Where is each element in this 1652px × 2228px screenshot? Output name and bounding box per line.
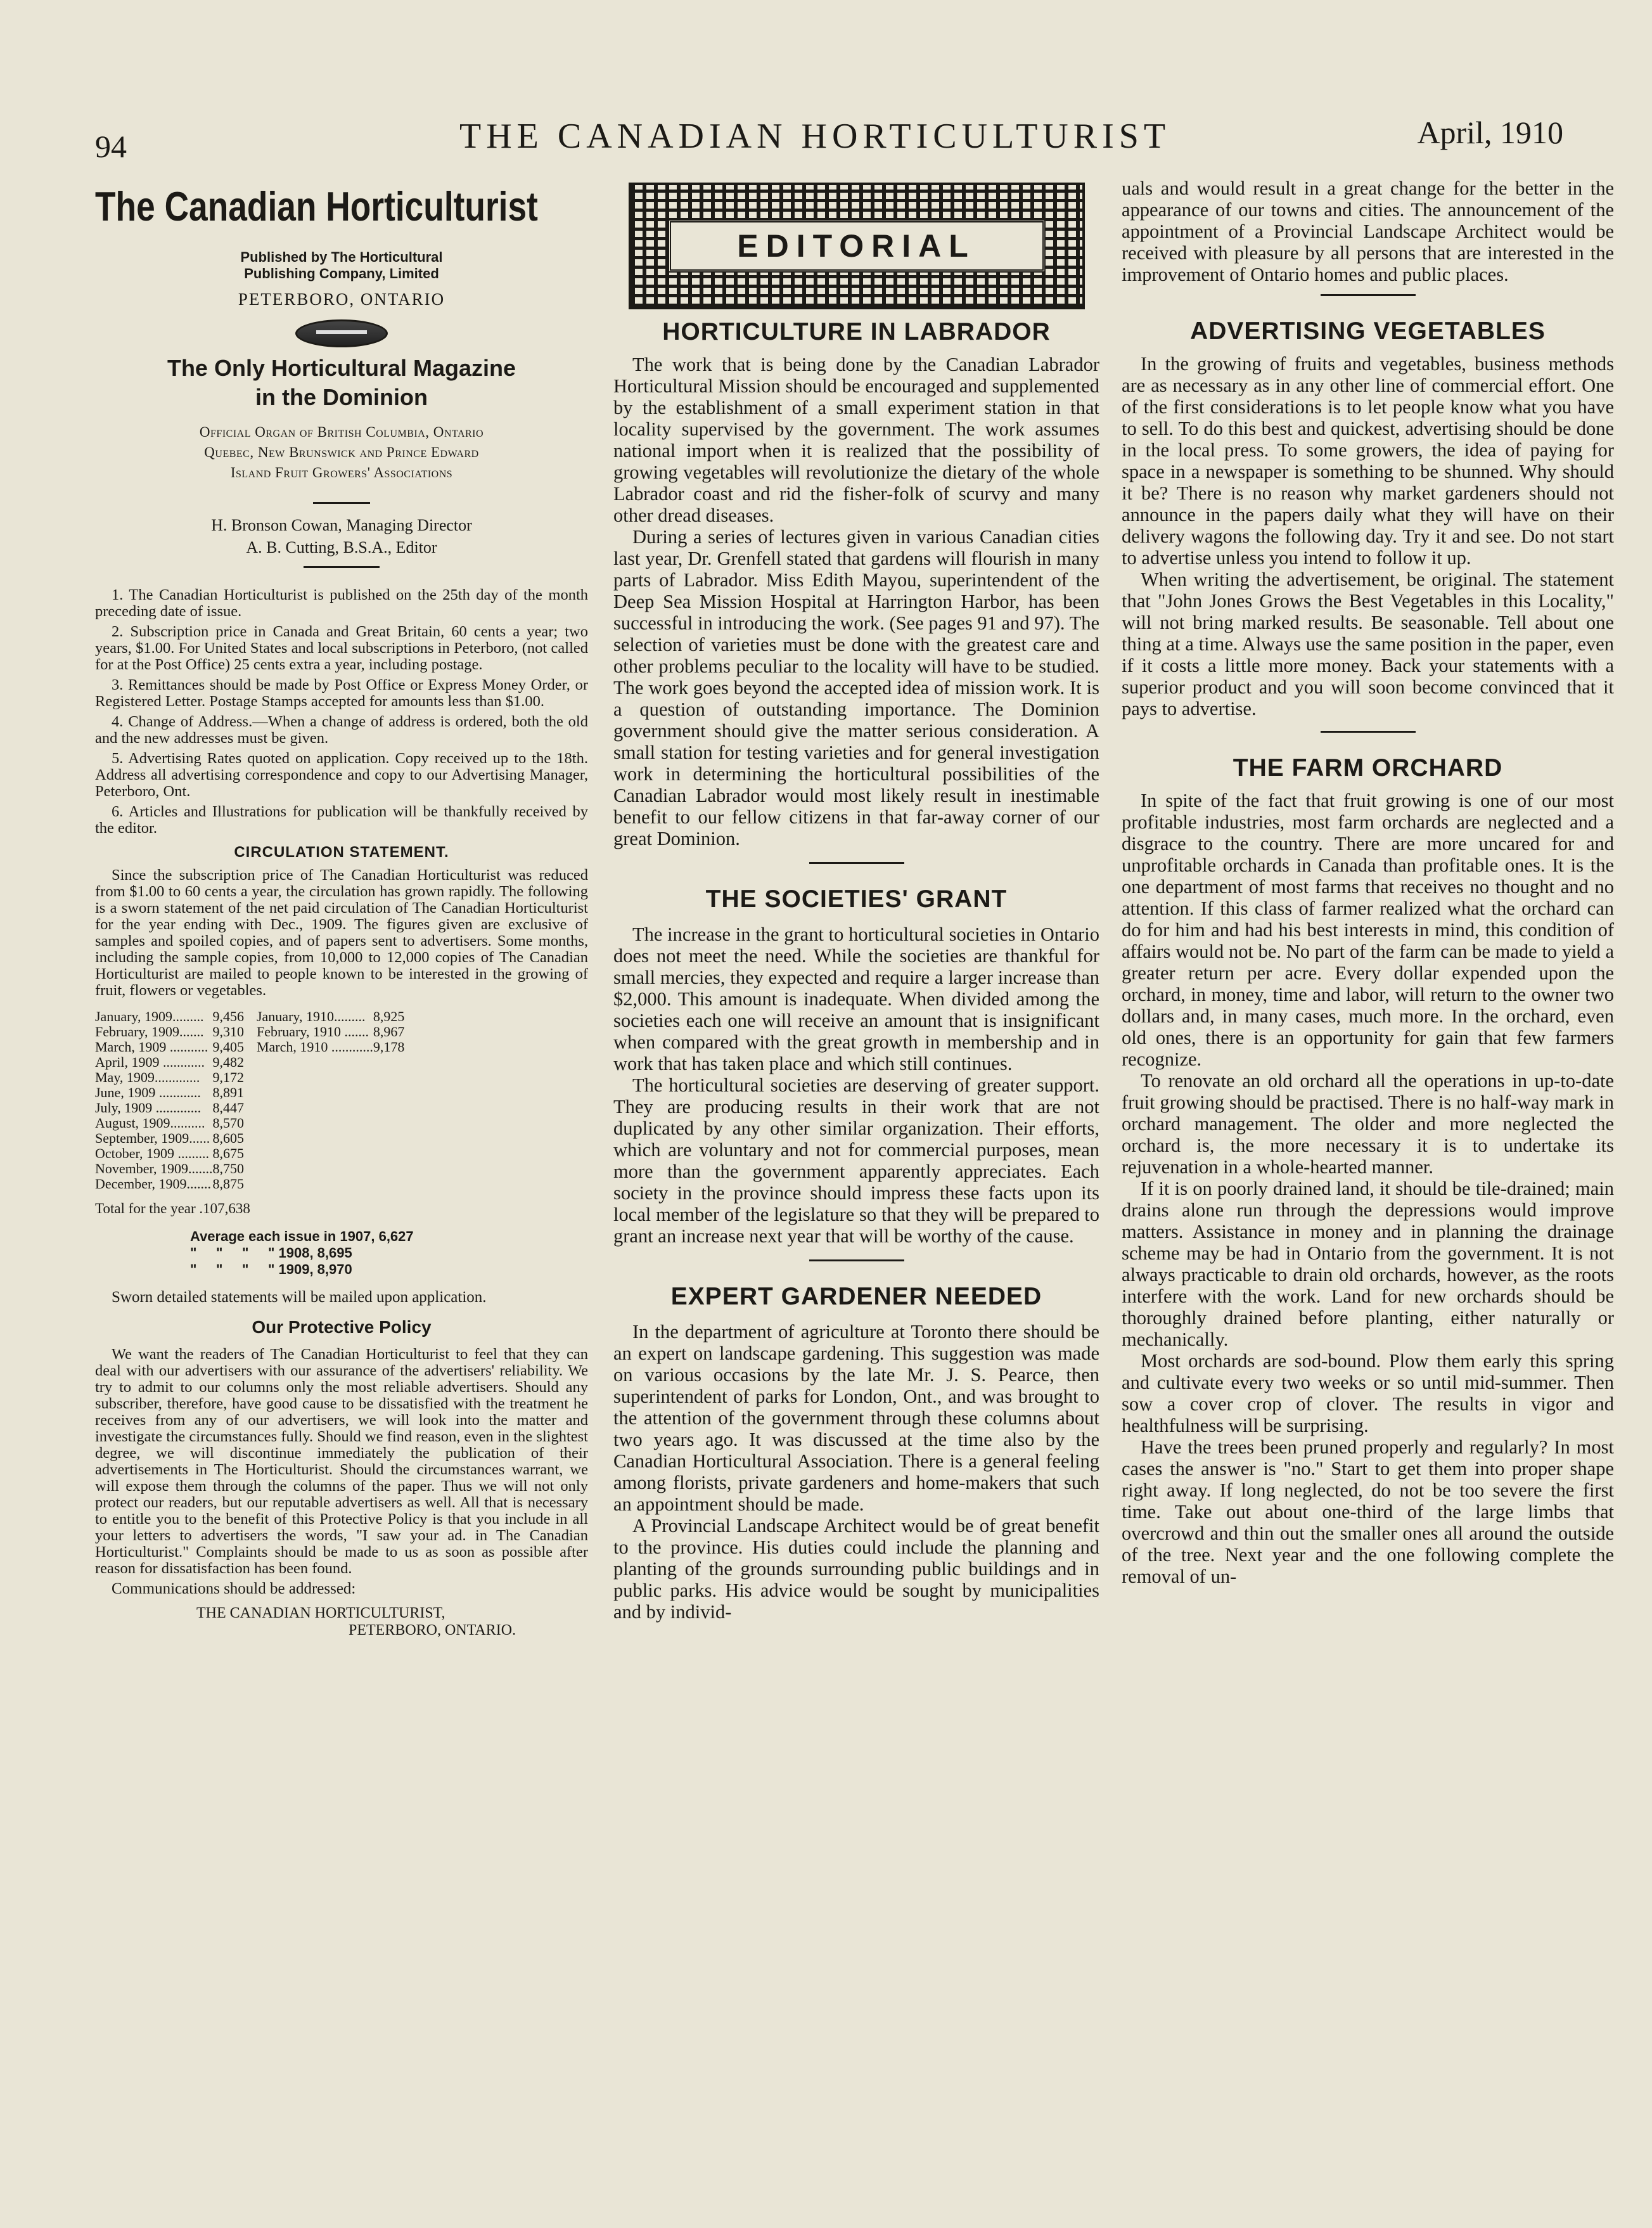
count-cell: 8,675 bbox=[212, 1145, 244, 1161]
gardener-paragraph: A Provincial Landscape Architect would be of great benefit to the province. His duties could include the planning and planting of the grounds surrounding public buildings and in public parks. His advice would be sought by municipalities and by individ- bbox=[613, 1515, 1099, 1623]
editorial-banner-label bbox=[668, 219, 1046, 273]
circulation-text: Since the subscription price of The Canadian Horticulturist was reduced from $1.00 to 60 cents a year, the circulation has grown rapidly. The following is a sworn statement of the net paid circulation of The Canadian Horticulturist for the year ending with Dec., 1909. The figures given are exclusive of samples and spoiled copies, and of papers sent to advertisers. Some months, including the sample copies, from 10,000 to 12,000 copies of The Canadian Horticulturist are mailed to people known to be interested in the growing of fruit, flowers or vegetables. bbox=[95, 866, 588, 999]
month-cell: October, 1909 ......... bbox=[95, 1145, 209, 1161]
gardener-article bbox=[613, 1321, 1099, 1623]
month-cell: July, 1909 ............. bbox=[95, 1100, 202, 1116]
labrador-heading: HORTICULTURE IN LABRADOR bbox=[662, 318, 1051, 345]
count-cell: 8,750 bbox=[212, 1161, 244, 1176]
orchard-paragraph: To renovate an old orchard all the operations in up-to-date fruit growing should be practised. There is no half-way mark in orchard management. The older and more neglected the orchard is, the more necessary it is to undertake its rejuvenation in a whole-hearted manner. bbox=[1122, 1070, 1614, 1178]
orchard-paragraph: Have the trees been pruned properly and regularly? In most cases the answer is "no." Start to get them into proper shape right away. If long neglected, do not be too severe the first time. Take out about one-third of the large limbs that overcrowd and thin out the smaller ones all around the outside of the tree. Next year and the one following complete the removal of un- bbox=[1122, 1436, 1614, 1587]
editorial-banner bbox=[629, 183, 1085, 309]
tagline-line-1: The Only Horticultural Magazine bbox=[167, 355, 516, 381]
gardener-continuation bbox=[1122, 177, 1614, 285]
notice-6: 6. Articles and Illustrations for publication will be thankfully received by the editor. bbox=[95, 803, 588, 837]
address-line-1: THE CANADIAN HORTICULTURIST, bbox=[196, 1605, 445, 1621]
right-column bbox=[1122, 177, 1614, 1587]
advertising-article bbox=[1122, 353, 1614, 719]
orchard-article bbox=[1122, 790, 1614, 1587]
labrador-paragraph: The work that is being done by the Canadian Labrador Horticultural Mission should be encouraged and supplemented by the establishment of a small experiment station in that locality supervised by the government. The work assumes national import when it is realized that the possibility of growing vegetables will revolutionize the dietary of the whole Labrador coast and rid the fisher-folk of scurvy and many other dread diseases. bbox=[613, 354, 1099, 526]
running-header bbox=[95, 113, 1601, 164]
month-cell: February, 1910 ....... bbox=[256, 1024, 369, 1040]
editorial-banner-text: EDITORIAL bbox=[737, 228, 976, 264]
table-row bbox=[95, 1100, 244, 1116]
month-cell: June, 1909 ............ bbox=[95, 1085, 201, 1100]
count-cell: 8,925 bbox=[373, 1008, 405, 1024]
organ-line-1: Official Organ of British Columbia, Ontario bbox=[199, 424, 484, 440]
average-1909: " " " " 1909, 8,970 bbox=[190, 1261, 352, 1277]
average-block bbox=[190, 1228, 588, 1278]
advertising-paragraph: In the growing of fruits and vegetables, business methods are as necessary as in any other line of commercial effort. One of the first considerations is to let people know what you have to sell. To do this best and quickest, advertising should be done in the local press. To some growers, the idea of paying for space in a newspaper is something to be shunned. Why should it be? There is no reason why market gardeners should not announce in the papers daily what they will have on their delivery wagons the following day. Try it and see. Do not start to advertise unless you intend to follow it up. bbox=[1122, 353, 1614, 569]
circulation-total: Total for the year .107,638 bbox=[95, 1201, 250, 1216]
publisher-line-2: Publishing Company, Limited bbox=[244, 266, 439, 281]
publisher-city: PETERBORO, ONTARIO bbox=[238, 290, 445, 309]
publication-notices bbox=[95, 587, 588, 999]
count-cell: 8,605 bbox=[212, 1130, 244, 1146]
grant-paragraph: The horticultural societies are deserving of greater support. They are producing results in their work that are not duplicated by any other similar organization. Their efforts, which are voluntary and not for commercial purposes, mean more than the government apparently appreciates. Each society in the province should impress these facts upon its local member of the legislature so that they will be prepared to grant an increase next year that will be worthy of the cause. bbox=[613, 1074, 1099, 1247]
table-row bbox=[95, 1055, 244, 1070]
running-title: THE CANADIAN HORTICULTURIST bbox=[459, 117, 1171, 156]
gardener-paragraph: In the department of agriculture at Toronto there should be an expert on landscape gardening. This suggestion was made on various occasions by the late Mr. J. S. Pearce, then superintendent of parks for London, Ont., and was brought to the attention of the government through these columns about two years ago. It was discussed at the time also by the Canadian Horticultural Association. There is a general feeling among florists, private gardeners and home-makers that such an appointment should be made. bbox=[613, 1321, 1099, 1515]
count-cell: 8,875 bbox=[212, 1176, 244, 1192]
month-cell: January, 1909......... bbox=[95, 1008, 204, 1024]
policy-block bbox=[95, 1346, 588, 1597]
sworn-statement: Sworn detailed statements will be mailed upon application. bbox=[112, 1289, 487, 1306]
gardener-heading: EXPERT GARDENER NEEDED bbox=[670, 1283, 1042, 1310]
orchard-heading: THE FARM ORCHARD bbox=[1233, 754, 1503, 782]
circulation-1909 bbox=[95, 1009, 244, 1192]
count-cell: 9,310 bbox=[212, 1024, 244, 1040]
divider bbox=[1321, 294, 1416, 296]
editor: A. B. Cutting, B.S.A., Editor bbox=[246, 538, 437, 557]
table-row bbox=[95, 1024, 244, 1040]
divider bbox=[809, 1259, 904, 1261]
count-cell: 8,891 bbox=[212, 1085, 244, 1100]
table-row bbox=[95, 1009, 244, 1024]
month-cell: April, 1909 ............ bbox=[95, 1054, 205, 1070]
orchard-paragraph: Most orchards are sod-bound. Plow them early this spring and cultivate every two weeks or so until mid-summer. Then sow a cover crop of clover. The results in vigor and healthfulness will be surprising. bbox=[1122, 1350, 1614, 1436]
notice-4: 4. Change of Address.—When a change of address is ordered, both the old and the new addresses must be given. bbox=[95, 713, 588, 747]
orchard-paragraph: In spite of the fact that fruit growing is one of our most profitable industries, most farm orchards are neglected and a disgrace to the country. There are more uncared for and unprofitable orchards in Canada than profitable ones. It is the one department of most farms that receives no thought and no attention. If this class of farmer realized what the orchard can do for him and had his best interests in mind, this condition of affairs would not be. No part of the farm can be made to yield a greater return per acre. Every dollar expended upon the orchard, in money, time and labor, will return to the owner two dollars and, in many cases, much more. In the orchard, even old ones, there is an opportunity for gain that few farmers recognize. bbox=[1122, 790, 1614, 1070]
advertising-heading: ADVERTISING VEGETABLES bbox=[1190, 318, 1546, 345]
table-row bbox=[95, 1176, 244, 1192]
orchard-paragraph: If it is on poorly drained land, it should be tile-drained; main drains alone run through the depressions would improve matters. Assistance in money and in planning the drainage scheme may be had in Ontario from the government. It is not always practicable to drain old orchards, however, as the roots interfere with the work. Land for new orchards should be thoroughly drained before planting, either naturally or mechanically. bbox=[1122, 1178, 1614, 1350]
gardener-continued-text: uals and would result in a great change for the better in the appearance of our towns and cities. The announcement of the appointment of a Provincial Landscape Architect would be received with pleasure by all persons that are interested in the improvement of Ontario homes and public places. bbox=[1122, 177, 1614, 285]
table-row bbox=[257, 1040, 404, 1055]
count-cell: 8,447 bbox=[212, 1100, 244, 1116]
grant-article bbox=[613, 924, 1099, 1247]
count-cell: 9,405 bbox=[212, 1039, 244, 1055]
organ-line-3: Island Fruit Growers' Associations bbox=[230, 465, 453, 480]
table-row bbox=[257, 1024, 404, 1040]
labrador-article bbox=[613, 354, 1099, 849]
ornament-seal-icon bbox=[295, 319, 388, 347]
divider bbox=[1321, 731, 1416, 733]
publisher-line-1: Published by The Horticultural bbox=[240, 249, 443, 265]
count-cell: 8,967 bbox=[373, 1024, 405, 1040]
month-cell: March, 1909 ........... bbox=[95, 1039, 208, 1055]
notice-3: 3. Remittances should be made by Post Office or Express Money Order, or Registered Letter. Postage Stamps accepted for amounts less than $1.00. bbox=[95, 676, 588, 710]
advertising-paragraph: When writing the advertisement, be original. The statement that "John Jones Grows the Best Vegetables in this Locality," will not bring marked results. Be seasonable. Tell about one thing at a time. Always use the same position in the paper, even if it costs a little more money. Back your statements with a superior product and you will soon become convinced that it pays to advertise. bbox=[1122, 569, 1614, 719]
table-row bbox=[95, 1131, 244, 1146]
average-1907: Average each issue in 1907, 6,627 bbox=[190, 1228, 414, 1244]
count-cell: 9,178 bbox=[373, 1039, 405, 1055]
count-cell: 9,172 bbox=[212, 1069, 244, 1085]
tagline-line-2: in the Dominion bbox=[255, 384, 428, 410]
table-row bbox=[95, 1040, 244, 1055]
divider bbox=[313, 502, 370, 504]
communications-note: Communications should be addressed: bbox=[112, 1580, 356, 1597]
month-cell: November, 1909....... bbox=[95, 1161, 213, 1176]
managing-director: H. Bronson Cowan, Managing Director bbox=[211, 516, 472, 534]
page-number: 94 bbox=[95, 129, 127, 164]
table-row bbox=[95, 1146, 244, 1161]
divider bbox=[304, 566, 380, 568]
policy-heading: Our Protective Policy bbox=[252, 1317, 432, 1337]
month-cell: March, 1910 ............ bbox=[256, 1039, 373, 1055]
labrador-paragraph: During a series of lectures given in various Canadian cities last year, Dr. Grenfell stated that gardens will flourish in many parts of Labrador. Miss Edith Mayou, superintendent of the Deep Sea Mission Hospital at Harrington Harbor, has been successful in introducing the work. (See pages 91 and 97). The selection of varieties must be done with the greatest care and other problems peculiar to the locality will have to be studied. The work goes beyond the accepted idea of mission work. It is a question of outstanding importance. The Dominion government should give the matter serious consideration. A small station for testing varieties and for general investigation work in determining the horticultural possibilities of the Canadian Labrador would most likely result in inestimable benefit to our fellow citizens in that far-away corner of our great Dominion. bbox=[613, 526, 1099, 849]
address-line-2: PETERBORO, ONTARIO. bbox=[349, 1622, 516, 1639]
month-cell: February, 1909....... bbox=[95, 1024, 204, 1040]
grant-paragraph: The increase in the grant to horticultural societies in Ontario does not meet the need. While the societies are thankful for small mercies, they expected and require a larger increase than $2,000. This amount is inadequate. When divided among the societies each one will receive an amount that is insignificant when compared with the great growth in membership and in work that has taken place and which still continues. bbox=[613, 924, 1099, 1074]
count-cell: 9,482 bbox=[212, 1054, 244, 1070]
table-row bbox=[95, 1070, 244, 1085]
average-1908: " " " " 1908, 8,695 bbox=[190, 1245, 352, 1261]
grant-heading: THE SOCIETIES' GRANT bbox=[705, 885, 1008, 913]
policy-text: We want the readers of The Canadian Horticulturist to feel that they can deal with our advertisers with our assurance of the advertisers' reliability. We try to admit to our columns only the most reliable advertisers. Should any subscriber, therefore, have good cause to be dissatisfied with the treatment he receives from any of our advertisers, we will look into the matter and investigate the circumstances fully. Should we find reason, even in the slightest degree, we will discontinue immediately the publication of their advertisements in The Horticulturist. Should the circumstances warrant, we will expose them through the columns of the paper. Thus we will not only protect our readers, but our reputable advertisers as well. All that is necessary to entitle you to the benefit of this Protective Policy is that you include in all your letters to advertisers the words, "I saw your ad. in The Canadian Horticulturist." Complaints should be made to us as soon as possible after reason for dissatisfaction has been found. bbox=[95, 1346, 588, 1577]
table-row bbox=[95, 1116, 244, 1131]
editorial-column bbox=[613, 177, 1099, 1623]
circulation-1910 bbox=[257, 1009, 404, 1055]
circulation-heading: CIRCULATION STATEMENT. bbox=[234, 844, 449, 861]
table-row bbox=[257, 1009, 404, 1024]
masthead-column bbox=[95, 177, 588, 1639]
count-cell: 8,570 bbox=[212, 1115, 244, 1131]
notice-5: 5. Advertising Rates quoted on application. Copy received up to the 18th. Address all advertising correspondence and copy to our Advertising Manager, Peterboro, Ont. bbox=[95, 750, 588, 800]
month-cell: December, 1909....... bbox=[95, 1176, 212, 1192]
count-cell: 9,456 bbox=[212, 1008, 244, 1024]
table-row bbox=[95, 1161, 244, 1176]
masthead-title: The Canadian Horticulturist bbox=[95, 183, 538, 229]
table-row bbox=[95, 1085, 244, 1100]
organ-line-2: Quebec, New Brunswick and Prince Edward bbox=[204, 444, 479, 460]
sworn-block bbox=[95, 1289, 588, 1306]
issue-date: April, 1910 bbox=[1417, 115, 1563, 150]
month-cell: September, 1909...... bbox=[95, 1130, 210, 1146]
month-cell: January, 1910......... bbox=[256, 1008, 366, 1024]
divider bbox=[809, 862, 904, 864]
notice-2: 2. Subscription price in Canada and Great Britain, 60 cents a year; two years, $1.00. For United States and local subscriptions in Peterboro, (not called for at the Post Office) 25 cents extra a year, including postage. bbox=[95, 623, 588, 673]
circulation-table bbox=[95, 1009, 588, 1192]
month-cell: August, 1909.......... bbox=[95, 1115, 205, 1131]
month-cell: May, 1909............. bbox=[95, 1069, 200, 1085]
notice-1: 1. The Canadian Horticulturist is published on the 25th day of the month preceding date of issue. bbox=[95, 586, 588, 620]
